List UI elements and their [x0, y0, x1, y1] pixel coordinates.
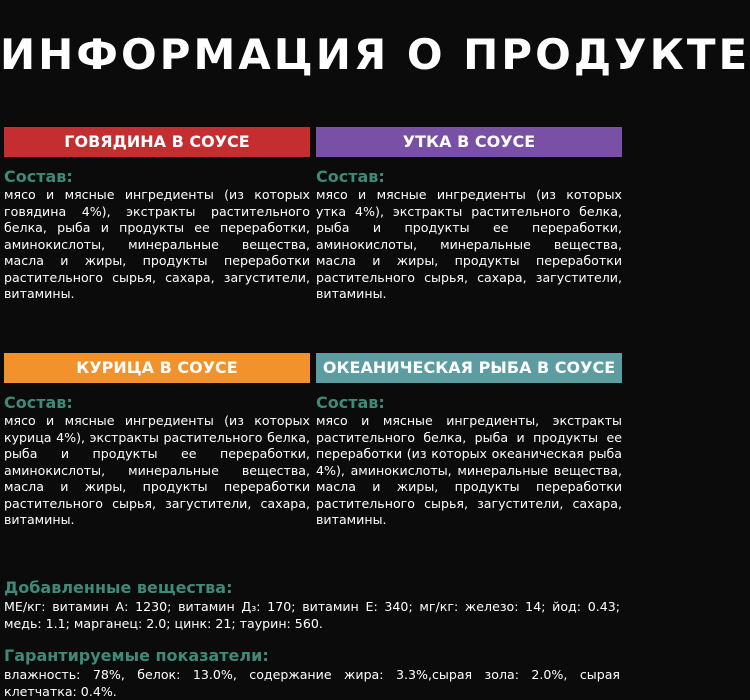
composition-label: Состав: — [4, 393, 73, 412]
guaranteed-section — [4, 646, 620, 700]
product-card-beef — [4, 127, 310, 303]
product-card-duck — [316, 127, 622, 303]
product-banner-fish: ОКЕАНИЧЕСКАЯ РЫБА В СОУСЕ — [316, 353, 622, 383]
additives-label: Добавленные вещества: — [4, 578, 233, 597]
composition-text: мясо и мясные ингредиенты (из которых утка 4%), экстракты растительного белка, рыба и продукты ее переработки, аминокислоты, минеральные вещества, масла и жиры, продукты переработки растительного сырья, сахара, загустители, витамины. — [316, 187, 622, 301]
page-title: ИНФОРМАЦИЯ О ПРОДУКТЕ — [0, 30, 750, 79]
composition-label: Состав: — [316, 393, 385, 412]
guaranteed-label: Гарантируемые показатели: — [4, 646, 269, 665]
product-card-fish — [316, 353, 622, 529]
guaranteed-text: влажность: 78%, белок: 13.0%, содержание жира: 3.3%,сырая зола: 2.0%, сырая клетчатка: 0.4%. — [4, 667, 620, 699]
composition-text: мясо и мясные ингредиенты (из которых говядина 4%), экстракты растительного белка, рыба и продукты ее переработки, аминокислоты, минеральные вещества, масла и жиры, продукты переработки растительного сырья, сахара, загустители, витамины. — [4, 187, 310, 301]
product-banner-duck: УТКА В СОУСЕ — [316, 127, 622, 157]
product-banner-beef: ГОВЯДИНА В СОУСЕ — [4, 127, 310, 157]
additives-text: МЕ/кг: витамин А: 1230; витамин Д₃: 170; витамин Е: 340; мг/кг: железо: 14; йод: 0.43; медь: 1.1; марганец: 2.0; цинк: 21; таурин: 560. — [4, 599, 620, 631]
additives-section — [4, 578, 620, 632]
product-card-chicken — [4, 353, 310, 529]
product-banner-chicken: КУРИЦА В СОУСЕ — [4, 353, 310, 383]
composition-text: мясо и мясные ингредиенты (из которых курица 4%), экстракты растительного белка, рыба и продукты ее переработки, аминокислоты, минеральные вещества, масла и жиры, продукты переработки растительного сырья, загустители, сахара, витамины. — [4, 413, 310, 527]
composition-label: Состав: — [4, 167, 73, 186]
composition-text: мясо и мясные ингредиенты, экстракты растительного белка, рыба и продукты ее переработки (из которых океаническая рыба 4%), аминокислоты, минеральные вещества, масла и жиры, продукты переработки растительного сырья, загустители, сахара, витамины. — [316, 413, 622, 527]
composition-label: Состав: — [316, 167, 385, 186]
